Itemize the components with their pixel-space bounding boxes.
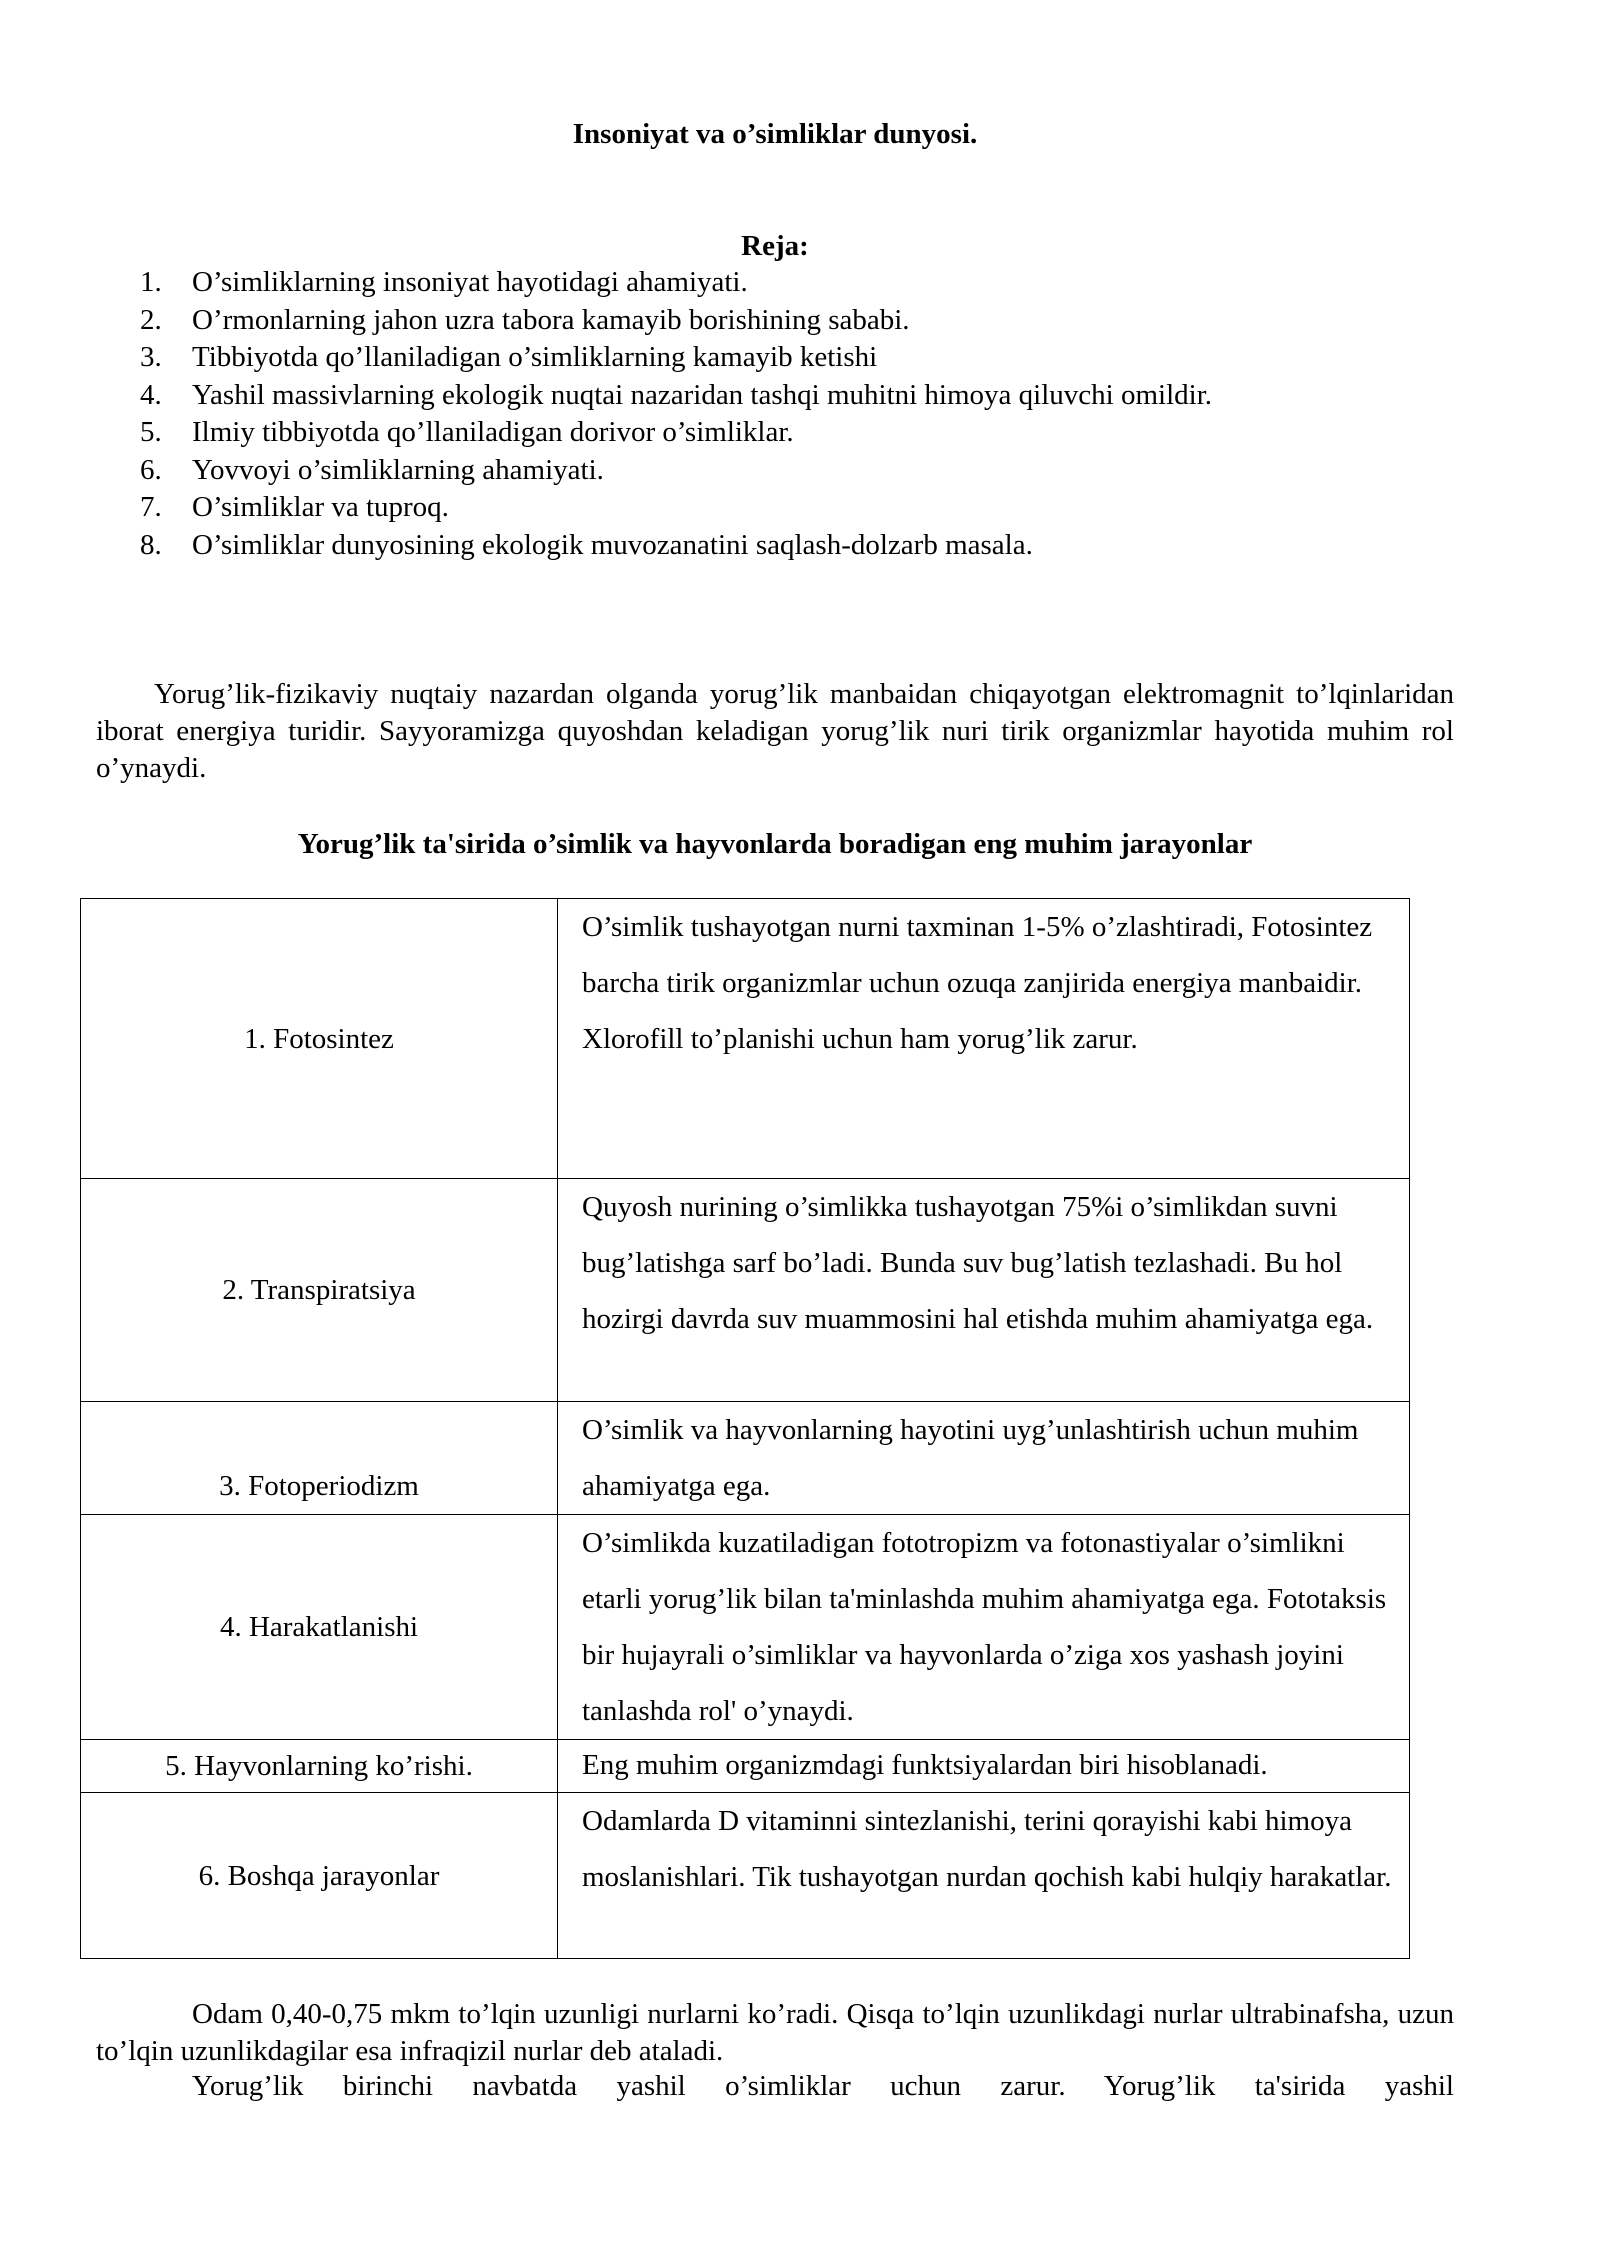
intro-paragraph: Yorug’lik-fizikaviy nuqtaiy nazardan olganda yorug’lik manbaidan chiqayotgan elektromagnit to’lqinlaridan iborat energiya turidir. Sayyoramizga quyoshdan keladigan yorug’lik nuri tirik organizmlar hayotida muhim rol o’ynaydi. bbox=[96, 678, 1454, 784]
process-name-cell: 4. Harakatlanishi bbox=[81, 1515, 558, 1740]
process-name-cell: 3. Fotoperiodizm bbox=[81, 1402, 558, 1515]
plan-item-number: 4. bbox=[140, 378, 162, 411]
plan-item-text: Yashil massivlarning ekologik nuqtai nazaridan tashqi muhitni himoya qiluvchi omildir. bbox=[192, 378, 1212, 411]
plan-item-number: 6. bbox=[140, 453, 162, 486]
plan-list bbox=[140, 264, 1212, 564]
plan-item-number: 5. bbox=[140, 416, 162, 448]
process-description-cell: O’simlik va hayvonlarning hayotini uyg’unlashtirish uchun muhim ahamiyatga ega. bbox=[558, 1402, 1410, 1515]
paragraph-light: Yorug’lik birinchi navbatda yashil o’simliklar uchun zarur. Yorug’lik ta'sirida yashil bbox=[192, 2070, 1454, 2102]
plan-heading: Reja: bbox=[741, 230, 809, 262]
process-name-cell: 1. Fotosintez bbox=[81, 899, 558, 1179]
plan-item-number: 8. bbox=[140, 528, 162, 561]
plan-item-text: O’simliklar dunyosining ekologik muvozanatini saqlash-dolzarb masala. bbox=[192, 528, 1033, 561]
plan-item bbox=[140, 264, 1212, 302]
plan-item-text: O’rmonlarning jahon uzra tabora kamayib borishining sababi. bbox=[192, 303, 910, 336]
plan-item-text: Yovvoyi o’simliklarning ahamiyati. bbox=[192, 453, 604, 486]
table-heading: Yorug’lik ta'sirida o’simlik va hayvonlarda boradigan eng muhim jarayonlar bbox=[297, 828, 1253, 860]
plan-item-number: 7. bbox=[140, 491, 162, 523]
plan-item-text: Tibbiyotda qo’llaniladigan o’simliklarning kamayib ketishi bbox=[192, 341, 878, 373]
plan-item-text: O’simliklar va tuproq. bbox=[192, 491, 449, 523]
process-description-cell: Eng muhim organizmdagi funktsiyalardan biri hisoblanadi. bbox=[558, 1740, 1410, 1793]
table-row bbox=[81, 1515, 1410, 1740]
process-name-cell: 2. Transpiratsiya bbox=[81, 1179, 558, 1402]
plan-item bbox=[140, 377, 1212, 415]
plan-item-number: 2. bbox=[140, 303, 162, 336]
process-description-cell: Odamlarda D vitaminni sintezlanishi, terini qorayishi kabi himoya moslanishlari. Tik tushayotgan nurdan qochish kabi hulqiy harakatlar. bbox=[558, 1793, 1410, 1959]
process-description-cell: O’simlik tushayotgan nurni taxminan 1-5% o’zlashtiradi, Fotosintez barcha tirik organizmlar uchun ozuqa zanjirida energiya manbaidir. Xlorofill to’planishi uchun ham yorug’lik zarur. bbox=[558, 899, 1410, 1179]
process-description-cell: Quyosh nurining o’simlikka tushayotgan 75%i o’simlikdan suvni bug’latishga sarf bo’ladi. Bunda suv bug’latish tezlashadi. Bu hol hozirgi davrda suv muammosini hal etishda muhim ahamiyatga ega. bbox=[558, 1179, 1410, 1402]
plan-item bbox=[140, 527, 1212, 565]
table-row bbox=[81, 1402, 1410, 1515]
plan-item bbox=[140, 452, 1212, 490]
plan-item bbox=[140, 489, 1212, 527]
plan-item bbox=[140, 302, 1212, 340]
document-title: Insoniyat va o’simliklar dunyosi. bbox=[572, 118, 978, 150]
paragraph-wavelength: Odam 0,40-0,75 mkm to’lqin uzunligi nurlarni ko’radi. Qisqa to’lqin uzunlikdagi nurlar ultrabinafsha, uzun to’lqin uzunlikdagilar esa infraqizil nurlar deb ataladi. bbox=[96, 1998, 1454, 2067]
table-row bbox=[81, 1179, 1410, 1402]
plan-item-text: Ilmiy tibbiyotda qo’llaniladigan dorivor o’simliklar. bbox=[192, 416, 794, 448]
process-description-cell: O’simlikda kuzatiladigan fototropizm va fotonastiyalar o’simlikni etarli yorug’lik bilan ta'minlashda muhim ahamiyatga ega. Fototaksis bir hujayrali o’simliklar va hayvonlarda o’ziga xos yashash joyini tanlashda rol' o’ynaydi. bbox=[558, 1515, 1410, 1740]
table-row bbox=[81, 1793, 1410, 1959]
plan-item-number: 1. bbox=[140, 266, 162, 298]
table-row bbox=[81, 1740, 1410, 1793]
plan-item-number: 3. bbox=[140, 341, 162, 373]
plan-item bbox=[140, 414, 1212, 452]
process-name-cell: 6. Boshqa jarayonlar bbox=[81, 1793, 558, 1959]
plan-item bbox=[140, 339, 1212, 377]
table-row bbox=[81, 899, 1410, 1179]
processes-table bbox=[80, 898, 1410, 1959]
plan-item-text: O’simliklarning insoniyat hayotidagi ahamiyati. bbox=[192, 266, 748, 298]
process-name-cell: 5. Hayvonlarning ko’rishi. bbox=[81, 1740, 558, 1793]
